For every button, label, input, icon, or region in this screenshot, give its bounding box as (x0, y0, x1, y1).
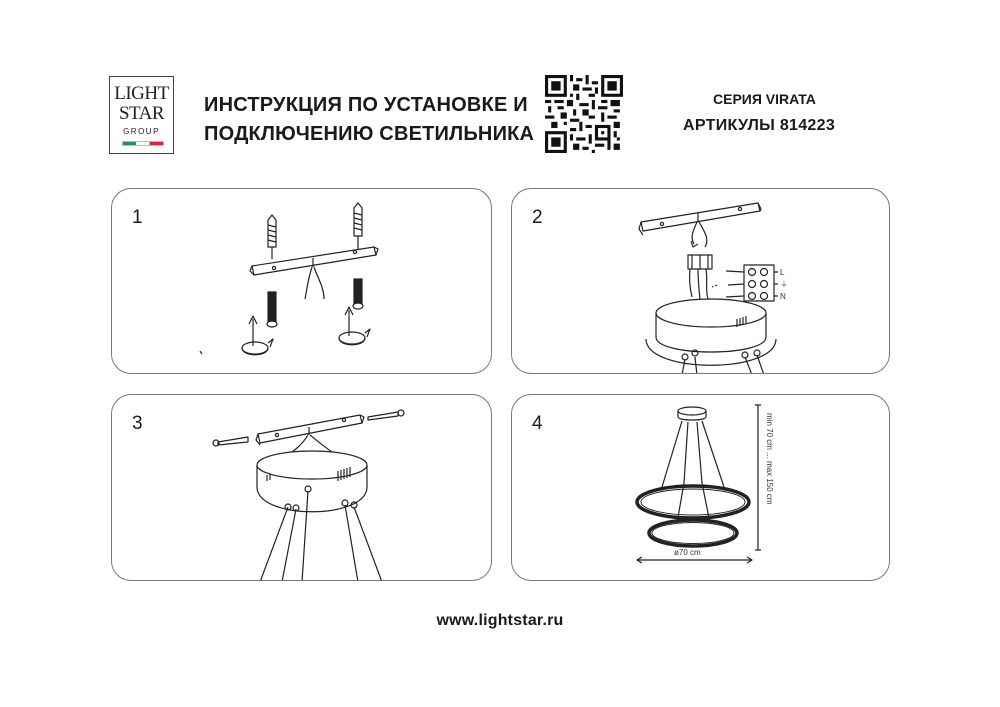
step-4-number: 4 (532, 413, 543, 434)
mounting-bracket (258, 415, 362, 443)
height-dimension-line (755, 405, 761, 550)
title-line-2: ПОДКЛЮЧЕНИЮ СВЕТИЛЬНИКА (204, 123, 535, 145)
ceiling-canopy (257, 451, 367, 512)
step-2-panel (511, 188, 890, 374)
mounting-bracket (252, 247, 376, 275)
step-1-number: 1 (132, 207, 143, 228)
wire-connector (688, 255, 712, 299)
logo-line-2: STAR (118, 103, 165, 124)
screw-left (213, 437, 248, 446)
step-3-illustration (112, 395, 492, 581)
height-label: min 70 cm ... max 150 cm (765, 413, 774, 505)
terminal-label-earth: ⏚ (780, 280, 788, 289)
screw-left (268, 215, 276, 259)
qr-code-icon (545, 75, 623, 153)
ceiling-canopy (678, 407, 706, 420)
screw-right (368, 410, 404, 420)
dowel-right (353, 279, 363, 309)
terminal-block (712, 265, 778, 301)
step-4-illustration (512, 395, 890, 581)
series-label: СЕРИЯ VIRATA (713, 91, 816, 107)
step-1-illustration (112, 189, 492, 374)
step-3-number: 3 (132, 413, 143, 434)
document-title (204, 91, 534, 149)
pendant-ring-upper (637, 486, 749, 518)
article-number: АРТИКУЛЫ 814223 (683, 117, 836, 134)
dowel-left (267, 292, 277, 327)
diameter-label: ø70 cm (674, 548, 701, 557)
step-2-illustration (512, 189, 890, 374)
title-line-1: ИНСТРУКЦИЯ ПО УСТАНОВКЕ И (204, 94, 528, 116)
step-1-panel (111, 188, 492, 374)
pendant-ring-lower (649, 520, 737, 546)
brand-logo (109, 76, 174, 154)
step-3-panel (111, 394, 492, 581)
screw-right (354, 203, 362, 249)
logo-line-3: GROUP (123, 127, 160, 136)
logo-line-1: LIGHT (114, 83, 169, 104)
terminal-label-l: L (780, 268, 785, 277)
italian-flag-stripe (122, 141, 164, 146)
step-4-panel (511, 394, 890, 581)
wire-left (305, 267, 312, 299)
diameter-dimension-line (637, 557, 752, 563)
drill-arrow-right (339, 307, 370, 345)
mounting-bracket (641, 203, 760, 231)
website-link[interactable]: www.lightstar.ru (436, 612, 564, 629)
wire-right (314, 267, 324, 299)
terminal-label-n: N (780, 292, 786, 301)
step-2-number: 2 (532, 207, 543, 228)
